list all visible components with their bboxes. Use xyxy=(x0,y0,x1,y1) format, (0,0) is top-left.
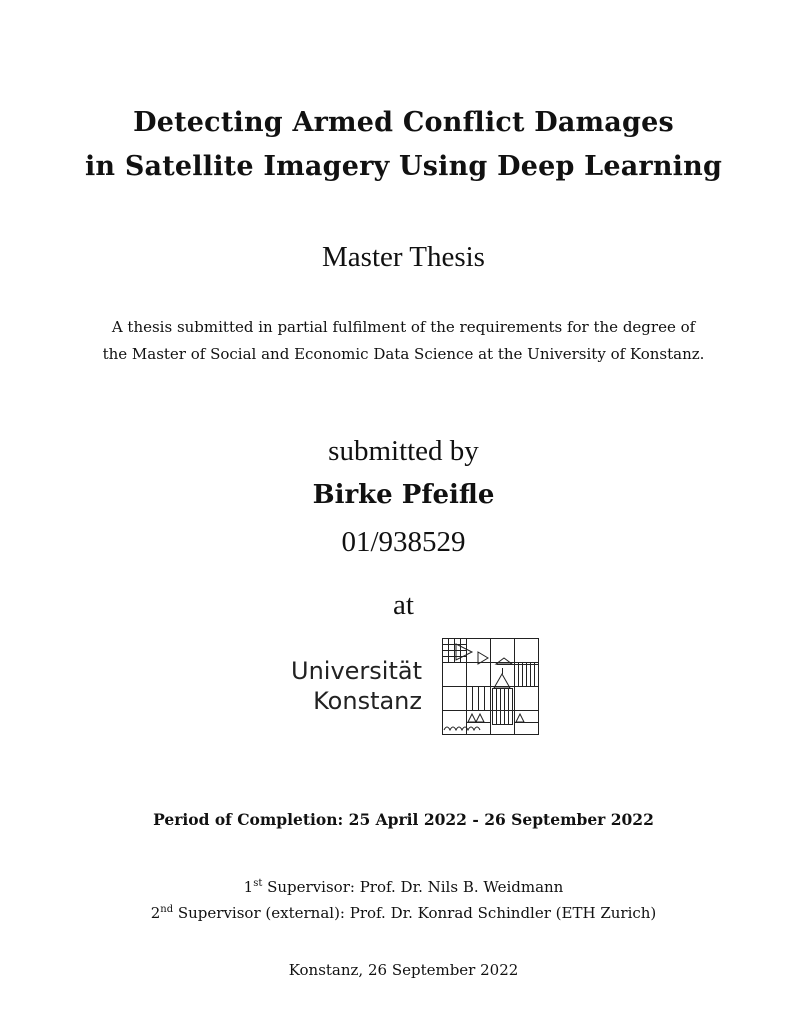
description-line-2: the Master of Social and Economic Data Science at the University of Konstanz. xyxy=(102,345,705,363)
university-konstanz-logo-icon xyxy=(442,638,540,736)
document-type: Master Thesis xyxy=(322,241,485,273)
second-supervisor-text: Supervisor (external): Prof. Dr. Konrad Schindler (ETH Zurich) xyxy=(177,904,657,922)
thesis-title-line-2: in Satellite Imagery Using Deep Learning xyxy=(84,151,723,182)
second-supervisor-ordinal-suffix: nd xyxy=(160,904,174,915)
first-supervisor-ordinal: 1 xyxy=(243,878,254,896)
second-supervisor xyxy=(0,896,807,927)
logo-wordmark-line-1: Universität xyxy=(291,657,422,685)
second-supervisor-ordinal: 2 xyxy=(150,904,161,922)
first-supervisor-text: Supervisor: Prof. Dr. Nils B. Weidmann xyxy=(267,878,564,896)
completion-period: Period of Completion: 25 April 2022 - 26 September 2022 xyxy=(153,810,654,829)
student-id: 01/938529 xyxy=(341,526,466,558)
thesis-title-line-1: Detecting Armed Conflict Damages xyxy=(133,107,674,138)
logo-wordmark-line-2: Konstanz xyxy=(313,687,422,715)
author-name: Birke Pfeifle xyxy=(312,480,495,510)
university-logo xyxy=(289,638,539,738)
at-label: at xyxy=(393,589,414,621)
description-line-1: A thesis submitted in partial fulfilment of the requirements for the degree of xyxy=(111,318,696,336)
first-supervisor-ordinal-suffix: st xyxy=(253,878,263,889)
logo-wordmark xyxy=(289,656,422,716)
submitted-by-label: submitted by xyxy=(328,435,479,467)
place-and-date: Konstanz, 26 September 2022 xyxy=(288,961,519,979)
